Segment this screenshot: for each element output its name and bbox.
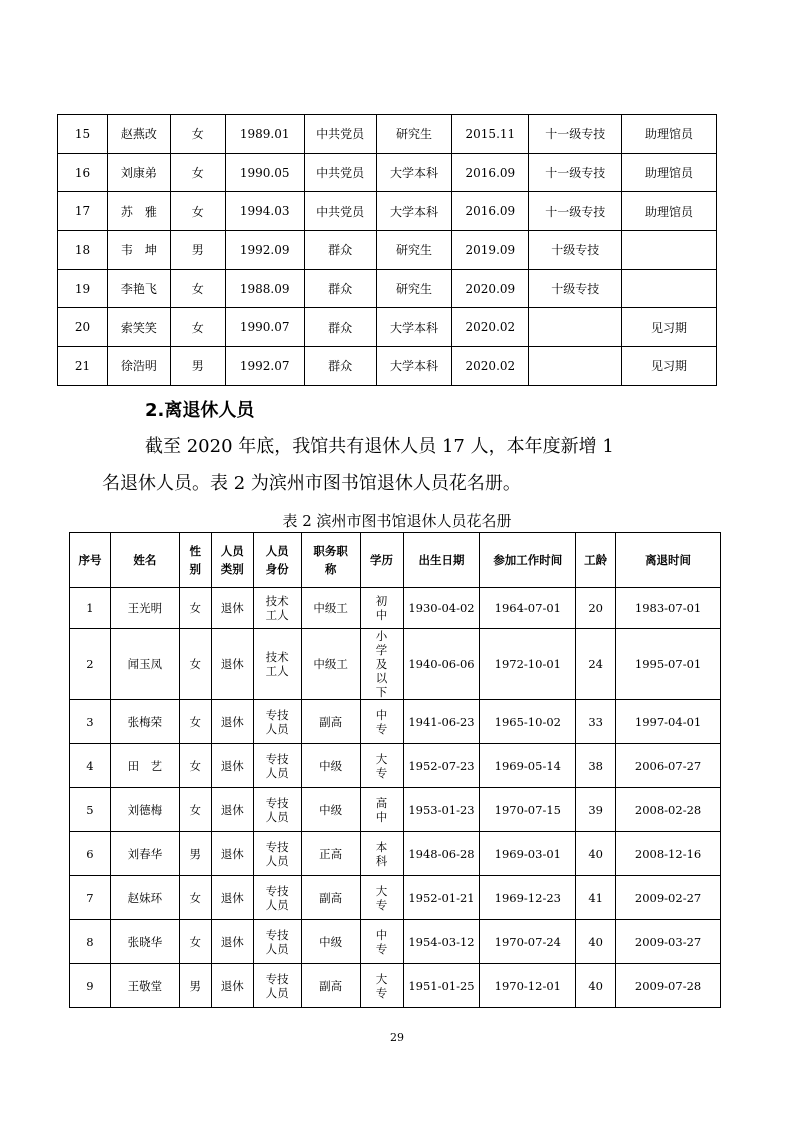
table-cell: 1997-04-01 [616, 700, 721, 744]
table-cell: 2008-12-16 [616, 832, 721, 876]
table-cell: 本科 [360, 832, 403, 876]
table-cell: 4 [70, 744, 111, 788]
table-cell: 40 [576, 920, 616, 964]
table-cell: 徐浩明 [107, 347, 170, 386]
table-cell: 初中 [360, 588, 403, 629]
table-cell: 专技人员 [253, 876, 301, 920]
table-cell: 38 [576, 744, 616, 788]
table-cell: 技术工人 [253, 588, 301, 629]
table-cell: 女 [170, 115, 225, 154]
staff-table [57, 114, 717, 386]
table-cell: 退休 [211, 744, 253, 788]
table-row [70, 920, 721, 964]
table-cell: 1948-06-28 [403, 832, 480, 876]
column-header: 序号 [70, 533, 111, 588]
table-cell: 1952-01-21 [403, 876, 480, 920]
table-cell: 高中 [360, 788, 403, 832]
table-cell: 1990.07 [225, 308, 304, 347]
table-cell [622, 269, 717, 308]
table-cell: 40 [576, 964, 616, 1008]
table-cell: 中级 [301, 920, 360, 964]
table-row [70, 832, 721, 876]
table-cell: 王敬堂 [110, 964, 179, 1008]
table-row [58, 153, 717, 192]
table-cell: 大学本科 [376, 308, 452, 347]
table-cell: 十一级专技 [529, 115, 622, 154]
table-cell [622, 231, 717, 270]
table-cell: 1941-06-23 [403, 700, 480, 744]
table-cell: 2020.02 [452, 347, 529, 386]
table-row [58, 269, 717, 308]
table-cell: 女 [170, 308, 225, 347]
table-cell: 41 [576, 876, 616, 920]
table-cell: 男 [170, 231, 225, 270]
table-cell: 专技人员 [253, 964, 301, 1008]
column-header: 出生日期 [403, 533, 480, 588]
page-number: 29 [390, 1031, 404, 1044]
table-cell: 1940-06-06 [403, 629, 480, 700]
column-header: 人员类别 [211, 533, 253, 588]
table-cell: 3 [70, 700, 111, 744]
table-cell: 2016.09 [452, 192, 529, 231]
table-cell: 1972-10-01 [480, 629, 576, 700]
table-cell: 大专 [360, 876, 403, 920]
table-cell: 十一级专技 [529, 192, 622, 231]
table-cell: 小学及以下 [360, 629, 403, 700]
table-cell: 女 [179, 876, 211, 920]
table-cell: 男 [179, 832, 211, 876]
table-cell: 女 [170, 192, 225, 231]
table-cell: 退休 [211, 876, 253, 920]
table-cell: 十级专技 [529, 269, 622, 308]
table-cell: 助理馆员 [622, 153, 717, 192]
table-cell: 1990.05 [225, 153, 304, 192]
table-cell: 女 [179, 788, 211, 832]
table-cell: 研究生 [376, 269, 452, 308]
table-cell: 1969-03-01 [480, 832, 576, 876]
table-cell: 群众 [304, 347, 376, 386]
table-cell: 副高 [301, 700, 360, 744]
table-cell: 15 [58, 115, 108, 154]
table-cell: 群众 [304, 231, 376, 270]
column-header: 学历 [360, 533, 403, 588]
table-cell: 索笑笑 [107, 308, 170, 347]
table-row [58, 115, 717, 154]
table-cell: 1970-12-01 [480, 964, 576, 1008]
table-cell: 副高 [301, 876, 360, 920]
table-cell: 中专 [360, 920, 403, 964]
retiree-table [69, 532, 721, 1008]
table-cell: 1953-01-23 [403, 788, 480, 832]
table-cell: 研究生 [376, 231, 452, 270]
table-row [58, 192, 717, 231]
table-row [70, 744, 721, 788]
table-cell: 见习期 [622, 347, 717, 386]
table-cell: 2020.09 [452, 269, 529, 308]
table-cell: 1983-07-01 [616, 588, 721, 629]
table-cell: 十级专技 [529, 231, 622, 270]
table-cell: 退休 [211, 832, 253, 876]
table-cell: 张晓华 [110, 920, 179, 964]
table-cell: 退休 [211, 629, 253, 700]
table-cell: 中专 [360, 700, 403, 744]
paragraph-line-2: 名退休人员。表 2 为滨州市图书馆退休人员花名册。 [102, 473, 521, 494]
table-row [70, 876, 721, 920]
table-cell: 闻玉凤 [110, 629, 179, 700]
table-cell: 退休 [211, 588, 253, 629]
table-cell: 2009-03-27 [616, 920, 721, 964]
table-cell [529, 347, 622, 386]
table-cell: 1992.07 [225, 347, 304, 386]
table-cell: 2 [70, 629, 111, 700]
table-cell: 韦 坤 [107, 231, 170, 270]
table-cell: 1970-07-15 [480, 788, 576, 832]
table-cell: 退休 [211, 788, 253, 832]
table-header-row [70, 533, 721, 588]
table-cell: 39 [576, 788, 616, 832]
table-cell: 见习期 [622, 308, 717, 347]
section-heading: 2.离退休人员 [145, 400, 255, 421]
table-cell: 赵妹环 [110, 876, 179, 920]
table-caption: 表 2 滨州市图书馆退休人员花名册 [282, 512, 512, 530]
table-cell: 2009-07-28 [616, 964, 721, 1008]
table-cell: 大专 [360, 744, 403, 788]
table-cell: 中共党员 [304, 115, 376, 154]
table-cell: 大学本科 [376, 192, 452, 231]
table-cell: 1992.09 [225, 231, 304, 270]
table-cell [529, 308, 622, 347]
table-cell: 20 [58, 308, 108, 347]
paragraph-line-1: 截至 2020 年底，我馆共有退休人员 17 人，本年度新增 1 [145, 436, 614, 457]
table-cell: 女 [179, 920, 211, 964]
column-header: 性别 [179, 533, 211, 588]
table-cell: 1970-07-24 [480, 920, 576, 964]
table-cell: 1964-07-01 [480, 588, 576, 629]
table-cell: 男 [179, 964, 211, 1008]
table-cell: 研究生 [376, 115, 452, 154]
column-header: 人员身份 [253, 533, 301, 588]
table-row [58, 231, 717, 270]
table-cell: 1930-04-02 [403, 588, 480, 629]
table-cell: 女 [179, 744, 211, 788]
table-row [70, 629, 721, 700]
table-cell: 大学本科 [376, 153, 452, 192]
table-cell: 2008-02-28 [616, 788, 721, 832]
table-cell: 群众 [304, 269, 376, 308]
table-cell: 19 [58, 269, 108, 308]
table-cell: 1969-05-14 [480, 744, 576, 788]
table-cell: 1989.01 [225, 115, 304, 154]
table-cell: 副高 [301, 964, 360, 1008]
table-cell: 女 [170, 269, 225, 308]
table-cell: 1995-07-01 [616, 629, 721, 700]
table-cell: 赵燕改 [107, 115, 170, 154]
table-cell: 5 [70, 788, 111, 832]
table-row [70, 788, 721, 832]
table-cell: 40 [576, 832, 616, 876]
column-header: 工龄 [576, 533, 616, 588]
table-cell: 中级 [301, 744, 360, 788]
table-cell: 助理馆员 [622, 192, 717, 231]
table-cell: 退休 [211, 964, 253, 1008]
table-cell: 王光明 [110, 588, 179, 629]
table-cell: 24 [576, 629, 616, 700]
table-cell: 田 艺 [110, 744, 179, 788]
table-cell: 1988.09 [225, 269, 304, 308]
table-cell: 1954-03-12 [403, 920, 480, 964]
table-cell: 中级 [301, 788, 360, 832]
table-cell: 9 [70, 964, 111, 1008]
table-cell: 1965-10-02 [480, 700, 576, 744]
table-cell: 男 [170, 347, 225, 386]
table-row [70, 588, 721, 629]
table-cell: 1 [70, 588, 111, 629]
table-cell: 专技人员 [253, 920, 301, 964]
table-cell: 退休 [211, 920, 253, 964]
table-cell: 7 [70, 876, 111, 920]
table-cell: 助理馆员 [622, 115, 717, 154]
table-row [58, 347, 717, 386]
table-cell: 专技人员 [253, 744, 301, 788]
table-cell: 女 [179, 629, 211, 700]
table-cell: 十一级专技 [529, 153, 622, 192]
table-cell: 中共党员 [304, 153, 376, 192]
table-cell: 1952-07-23 [403, 744, 480, 788]
table-cell: 退休 [211, 700, 253, 744]
table-cell: 专技人员 [253, 788, 301, 832]
column-header: 姓名 [110, 533, 179, 588]
table-cell: 8 [70, 920, 111, 964]
table-row [70, 964, 721, 1008]
table-cell: 大学本科 [376, 347, 452, 386]
table-cell: 20 [576, 588, 616, 629]
table-cell: 2015.11 [452, 115, 529, 154]
table-cell: 刘德梅 [110, 788, 179, 832]
table-cell: 2019.09 [452, 231, 529, 270]
table-cell: 33 [576, 700, 616, 744]
column-header: 职务职称 [301, 533, 360, 588]
table-cell: 刘春华 [110, 832, 179, 876]
table-cell: 女 [170, 153, 225, 192]
table-cell: 专技人员 [253, 832, 301, 876]
table-cell: 女 [179, 700, 211, 744]
table-cell: 张梅荣 [110, 700, 179, 744]
table-cell: 大专 [360, 964, 403, 1008]
table-cell: 2009-02-27 [616, 876, 721, 920]
table-cell: 16 [58, 153, 108, 192]
table-cell: 技术工人 [253, 629, 301, 700]
table-cell: 1969-12-23 [480, 876, 576, 920]
table-cell: 中共党员 [304, 192, 376, 231]
table-cell: 中级工 [301, 629, 360, 700]
table-cell: 18 [58, 231, 108, 270]
table-cell: 17 [58, 192, 108, 231]
table-cell: 2006-07-27 [616, 744, 721, 788]
table-cell: 正高 [301, 832, 360, 876]
table-cell: 6 [70, 832, 111, 876]
table-cell: 中级工 [301, 588, 360, 629]
table-cell: 2020.02 [452, 308, 529, 347]
table-cell: 苏 雅 [107, 192, 170, 231]
column-header: 离退时间 [616, 533, 721, 588]
table-cell: 专技人员 [253, 700, 301, 744]
table-cell: 21 [58, 347, 108, 386]
table-cell: 刘康弟 [107, 153, 170, 192]
column-header: 参加工作时间 [480, 533, 576, 588]
table-row [58, 308, 717, 347]
table-cell: 1951-01-25 [403, 964, 480, 1008]
table-row [70, 700, 721, 744]
table-cell: 2016.09 [452, 153, 529, 192]
table-cell: 群众 [304, 308, 376, 347]
table-cell: 女 [179, 588, 211, 629]
table-cell: 李艳飞 [107, 269, 170, 308]
table-cell: 1994.03 [225, 192, 304, 231]
